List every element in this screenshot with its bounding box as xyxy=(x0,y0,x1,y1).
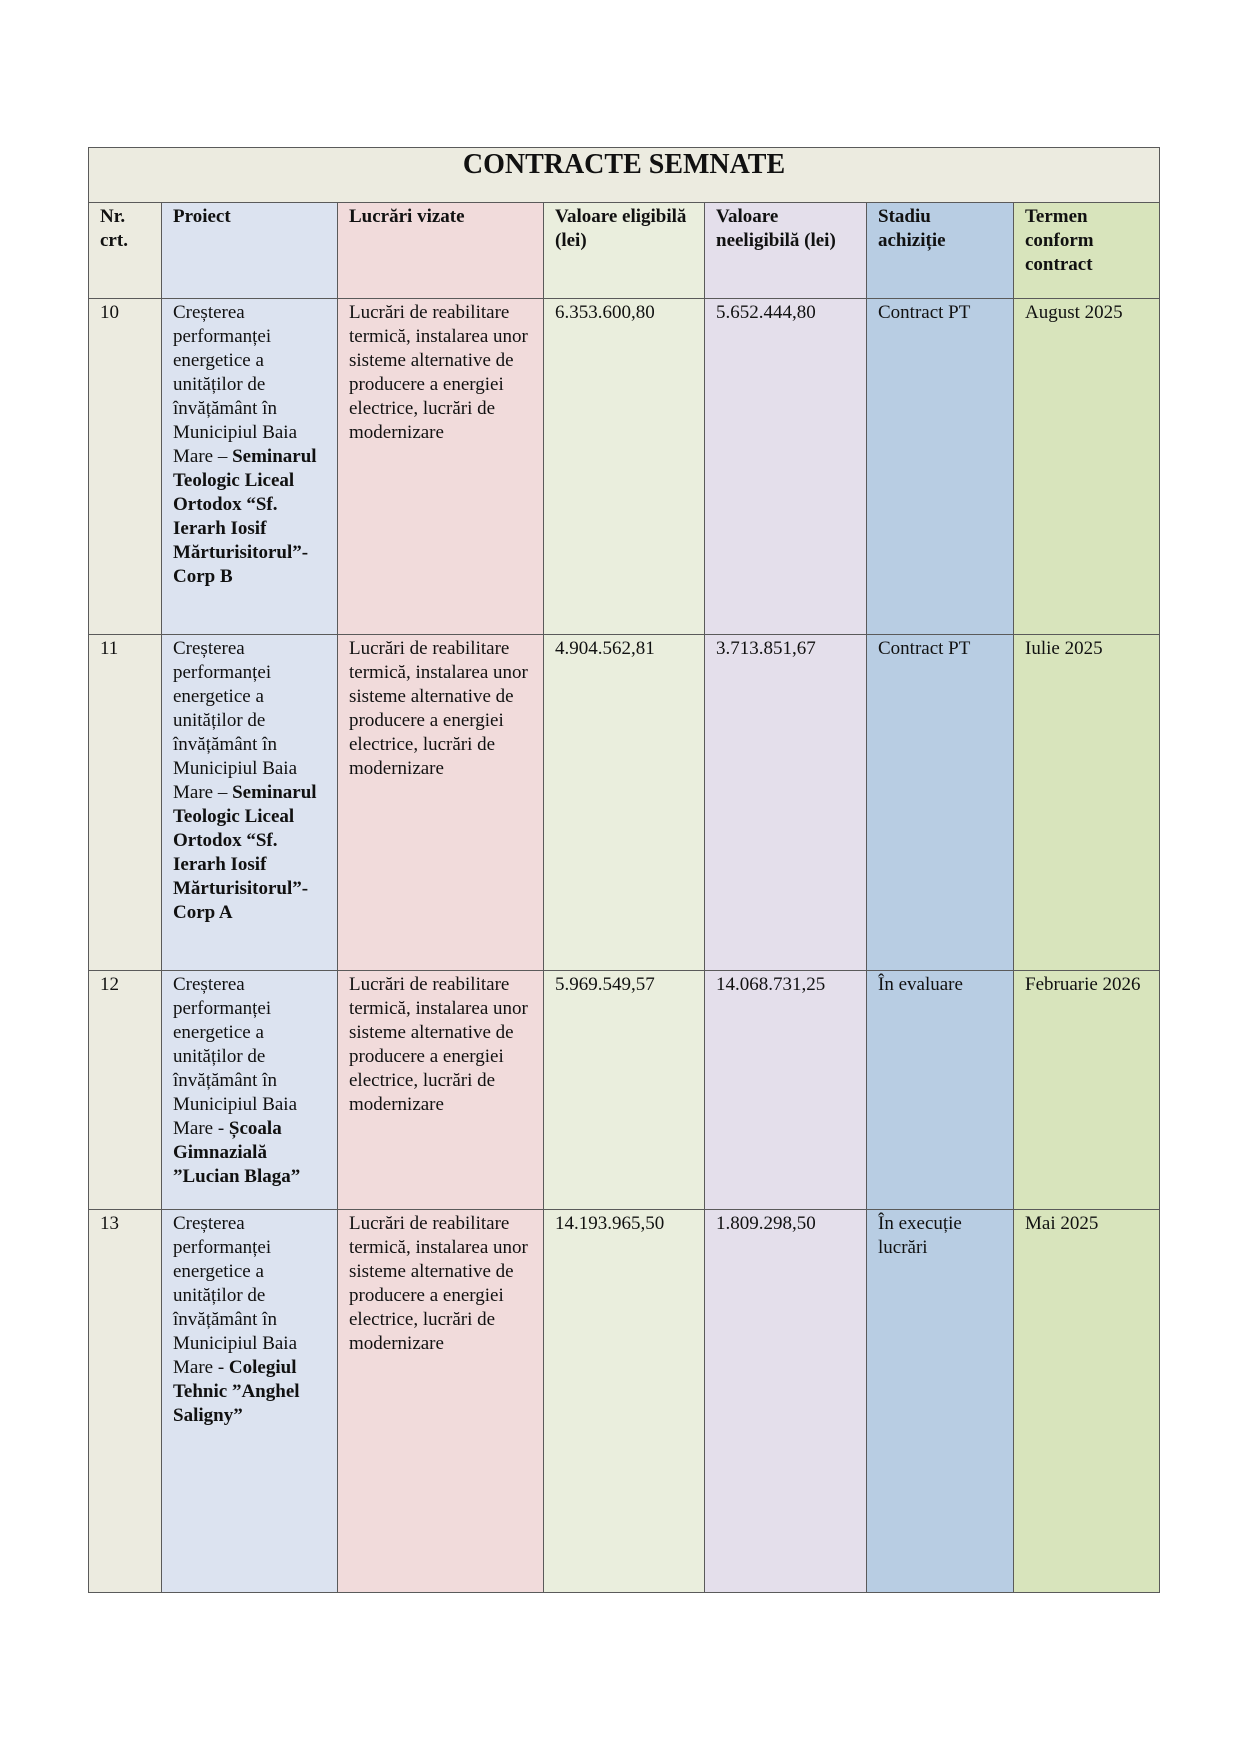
cell-stadiu: Contract PT xyxy=(867,635,1014,971)
header-stadiu: Stadiu achiziție xyxy=(867,203,1014,299)
cell-nr: 12 xyxy=(89,971,162,1210)
cell-lucrari: Lucrări de reabilitare termică, instalarea unor sisteme alternative de producere a energiei electrice, lucrări de modernizare xyxy=(338,299,544,635)
cell-valoare-eligibila: 4.904.562,81 xyxy=(544,635,705,971)
cell-nr: 11 xyxy=(89,635,162,971)
proiect-prefix: Creșterea performanței energetice a unităților de învățământ în Municipiul Baia Mare - xyxy=(173,974,298,1139)
cell-stadiu: Contract PT xyxy=(867,299,1014,635)
proiect-prefix: Creșterea performanței energetice a unităților de învățământ în Municipiul Baia Mare – xyxy=(173,638,298,803)
proiect-name: Colegiul Tehnic ”Anghel Saligny” xyxy=(173,1357,300,1426)
proiect-name: Școala Gimnazială ”Lucian Blaga” xyxy=(173,1118,301,1187)
cell-termen: August 2025 xyxy=(1014,299,1160,635)
header-nr: Nr. crt. xyxy=(89,203,162,299)
cell-lucrari: Lucrări de reabilitare termică, instalarea unor sisteme alternative de producere a energiei electrice, lucrări de modernizare xyxy=(338,1210,544,1593)
header-termen: Termen conform contract xyxy=(1014,203,1160,299)
cell-proiect xyxy=(162,635,338,971)
cell-termen: Februarie 2026 xyxy=(1014,971,1160,1210)
table-row xyxy=(89,971,1160,1210)
table-row xyxy=(89,299,1160,635)
proiect-prefix: Creșterea performanței energetice a unităților de învățământ în Municipiul Baia Mare - xyxy=(173,1213,298,1378)
table-row xyxy=(89,635,1160,971)
table-row xyxy=(89,1210,1160,1593)
table-title-row xyxy=(89,148,1160,203)
header-proiect: Proiect xyxy=(162,203,338,299)
cell-valoare-neeligibila: 5.652.444,80 xyxy=(705,299,867,635)
cell-valoare-eligibila: 6.353.600,80 xyxy=(544,299,705,635)
cell-proiect xyxy=(162,1210,338,1593)
cell-lucrari: Lucrări de reabilitare termică, instalarea unor sisteme alternative de producere a energiei electrice, lucrări de modernizare xyxy=(338,971,544,1210)
cell-proiect xyxy=(162,971,338,1210)
cell-termen: Mai 2025 xyxy=(1014,1210,1160,1593)
header-valoare-neeligibila: Valoare neeligibilă (lei) xyxy=(705,203,867,299)
contracts-table xyxy=(88,147,1160,1593)
proiect-name: Seminarul Teologic Liceal Ortodox “Sf. Ierarh Iosif Mărturisitorul”- Corp B xyxy=(173,446,317,587)
cell-valoare-neeligibila: 14.068.731,25 xyxy=(705,971,867,1210)
cell-valoare-neeligibila: 3.713.851,67 xyxy=(705,635,867,971)
cell-valoare-eligibila: 5.969.549,57 xyxy=(544,971,705,1210)
header-valoare-eligibila: Valoare eligibilă (lei) xyxy=(544,203,705,299)
cell-nr: 10 xyxy=(89,299,162,635)
cell-lucrari: Lucrări de reabilitare termică, instalarea unor sisteme alternative de producere a energiei electrice, lucrări de modernizare xyxy=(338,635,544,971)
cell-valoare-eligibila: 14.193.965,50 xyxy=(544,1210,705,1593)
table-header-row xyxy=(89,203,1160,299)
cell-stadiu: În evaluare xyxy=(867,971,1014,1210)
proiect-name: Seminarul Teologic Liceal Ortodox “Sf. Ierarh Iosif Mărturisitorul”- Corp A xyxy=(173,782,317,923)
header-lucrari: Lucrări vizate xyxy=(338,203,544,299)
cell-valoare-neeligibila: 1.809.298,50 xyxy=(705,1210,867,1593)
cell-termen: Iulie 2025 xyxy=(1014,635,1160,971)
proiect-prefix: Creșterea performanței energetice a unităților de învățământ în Municipiul Baia Mare – xyxy=(173,302,298,467)
cell-stadiu: În execuție lucrări xyxy=(867,1210,1014,1593)
cell-nr: 13 xyxy=(89,1210,162,1593)
table-title: CONTRACTE SEMNATE xyxy=(89,148,1160,203)
cell-proiect xyxy=(162,299,338,635)
